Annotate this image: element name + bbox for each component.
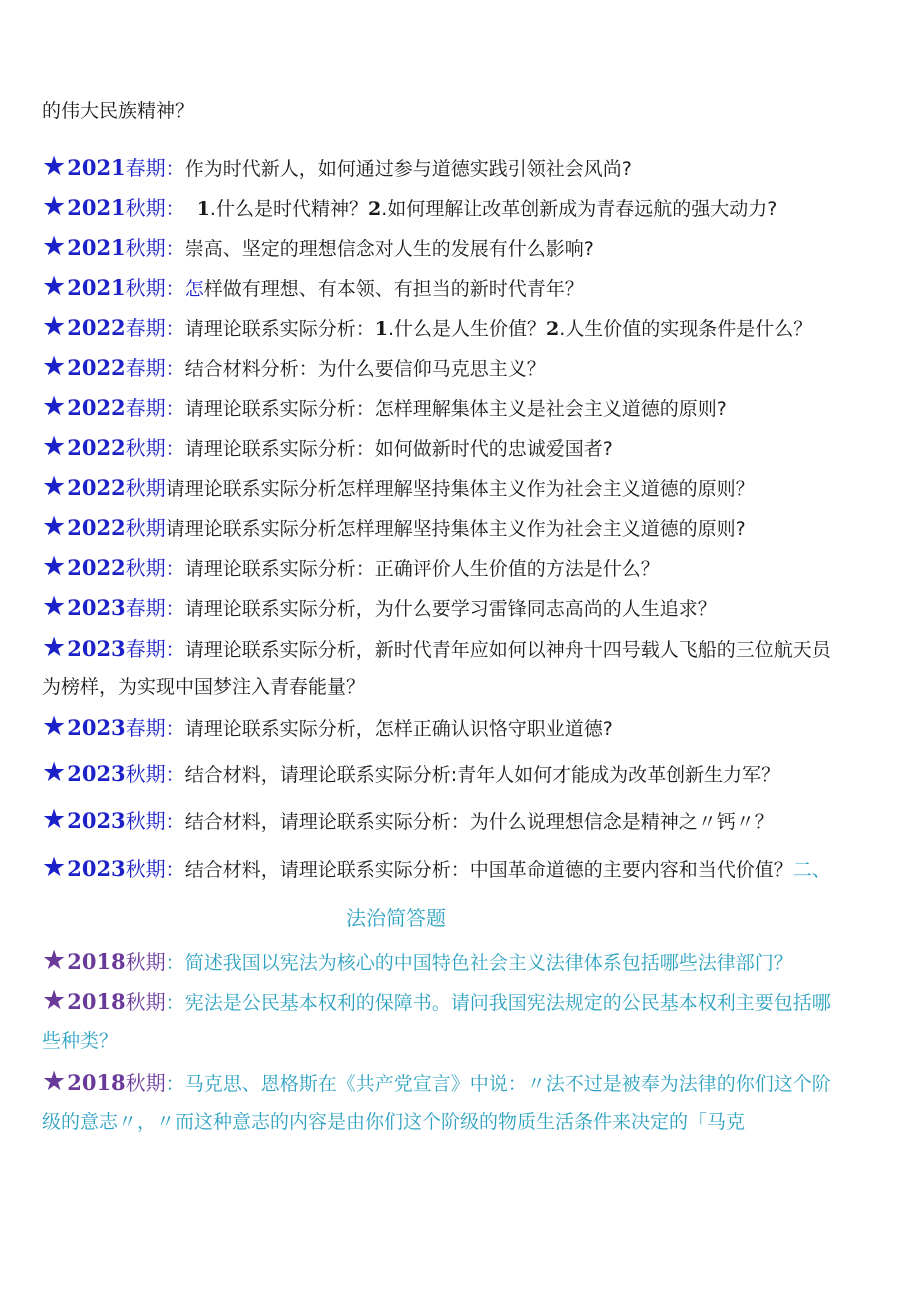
question-year: 2018 (67, 1070, 126, 1095)
question-text: 请理论联系实际分析，新时代青年应如何以神舟十四号载人飞船的三位航天员 (184, 639, 831, 661)
question-term: 秋期 (125, 762, 166, 786)
star-icon: ★ (42, 391, 67, 422)
question-year: 2023 (67, 715, 126, 740)
question-term: 春期 (125, 637, 166, 661)
star-icon: ★ (42, 757, 67, 788)
question-colon: ： (165, 438, 185, 460)
star-icon: ★ (42, 1066, 67, 1097)
question-colon: ： (165, 358, 185, 380)
question-colon: ： (165, 811, 185, 833)
question-number: 2 (367, 198, 382, 220)
question-term: 秋期 (125, 196, 166, 220)
question-item (42, 311, 882, 342)
star-icon: ★ (42, 945, 67, 976)
question-colon: ： (165, 318, 185, 340)
question-text: 请理论联系实际分析，怎样正确认识恪守职业道德? (184, 718, 613, 740)
section-number: 二、 (792, 859, 831, 881)
question-text: 样做有理想、有本领、有担当的新时代青年？ (203, 278, 584, 300)
question-number: 1 (196, 198, 210, 220)
question-text: 宪法是公民基本权利的保障书。请问我国宪法规定的公民基本权利主要包括哪 (184, 992, 831, 1014)
question-text: 请理论联系实际分析怎样理解坚持集体主义作为社会主义道德的原则? (165, 518, 746, 540)
question-colon: ： (165, 198, 185, 220)
question-year: 2018 (67, 949, 126, 974)
question-term: 秋期 (125, 276, 166, 300)
question-term: 秋期 (125, 236, 166, 260)
star-icon: ★ (42, 431, 67, 462)
star-icon: ★ (42, 311, 67, 342)
question-item (42, 191, 882, 222)
question-year: 2023 (67, 856, 126, 881)
question-year: 2018 (67, 989, 126, 1014)
question-item (42, 852, 882, 883)
star-icon: ★ (42, 852, 67, 883)
question-term: 春期 (125, 596, 166, 620)
star-icon: ★ (42, 511, 67, 542)
question-text: 简述我国以宪法为核心的中国特色社会主义法律体系包括哪些法律部门？ (184, 952, 793, 974)
question-text: .如何理解让改革创新成为青春远航的强大动力? (381, 198, 778, 220)
question-term: 春期 (125, 156, 166, 180)
question-year: 2021 (67, 275, 126, 300)
question-text: 崇高、坚定的理想信念对人生的发展有什么影响? (184, 238, 594, 260)
star-icon: ★ (42, 804, 67, 835)
question-term: 秋期 (125, 436, 166, 460)
question-year: 2021 (67, 155, 126, 180)
question-year: 2022 (67, 555, 126, 580)
question-text: 结合材料，请理论联系实际分析：为什么说理想信念是精神之〃钙〃？ (184, 811, 774, 833)
question-term: 秋期 (125, 809, 166, 833)
question-term: 秋期 (125, 857, 166, 881)
question-item (42, 511, 882, 542)
question-term: 春期 (125, 716, 166, 740)
question-colon: ： (165, 598, 185, 620)
question-year: 2021 (67, 195, 126, 220)
law-question-item (42, 985, 882, 1016)
question-item (42, 471, 882, 502)
question-term: 秋期 (125, 950, 166, 974)
star-icon: ★ (42, 151, 67, 182)
star-icon: ★ (42, 231, 67, 262)
question-year: 2023 (67, 761, 126, 786)
question-colon: ： (165, 1073, 185, 1095)
question-colon: ： (165, 238, 185, 260)
question-term: 春期 (125, 316, 166, 340)
question-item (42, 231, 882, 262)
question-year: 2022 (67, 475, 126, 500)
question-year: 2023 (67, 595, 126, 620)
question-year: 2021 (67, 235, 126, 260)
question-colon: ： (165, 558, 185, 580)
question-item (42, 271, 882, 302)
question-term: 春期 (125, 356, 166, 380)
question-term: 秋期 (125, 990, 166, 1014)
question-colon: ： (165, 158, 185, 180)
question-colon: ： (165, 639, 185, 661)
question-text: 结合材料分析：为什么要信仰马克思主义？ (184, 358, 546, 380)
question-term: 春期 (125, 396, 166, 420)
star-icon: ★ (42, 711, 67, 742)
section-title: 法治简答题 (346, 906, 446, 930)
question-continuation: 些种类？ (42, 1030, 119, 1052)
question-term: 秋期 (125, 556, 166, 580)
question-text: 马克思、恩格斯在《共产党宣言》中说：〃法不过是被奉为法律的你们这个阶 (184, 1073, 831, 1095)
question-colon: ： (165, 764, 185, 786)
question-text: 请理论联系实际分析怎样理解坚持集体主义作为社会主义道德的原则？ (165, 478, 755, 500)
question-item (42, 151, 882, 182)
intro-line: 的伟大民族精神？ (42, 100, 195, 122)
question-item (42, 711, 882, 742)
law-question-item (42, 1066, 882, 1097)
question-number: 2 (545, 318, 560, 340)
star-icon: ★ (42, 632, 67, 663)
star-icon: ★ (42, 985, 67, 1016)
question-text: 结合材料，请理论联系实际分析:青年人如何才能成为改革创新生力军？ (184, 764, 781, 786)
question-year: 2022 (67, 515, 126, 540)
question-year: 2022 (67, 435, 126, 460)
question-year: 2022 (67, 315, 126, 340)
question-text: 请理论联系实际分析：正确评价人生价值的方法是什么？ (184, 558, 660, 580)
question-term: 秋期 (125, 1071, 166, 1095)
law-question-item (42, 945, 882, 976)
question-text: 请理论联系实际分析：如何做新时代的忠诚爱国者? (184, 438, 613, 460)
question-term: 秋期 (125, 476, 166, 500)
star-icon: ★ (42, 591, 67, 622)
question-item (42, 351, 882, 382)
question-year: 2022 (67, 395, 126, 420)
star-icon: ★ (42, 551, 67, 582)
question-text: .人生价值的实现条件是什么？ (559, 318, 813, 340)
question-continuation: 级的意志〃，〃而这种意志的内容是由你们这个阶级的物质生活条件来决定的「马克 (42, 1111, 746, 1133)
question-item (42, 391, 882, 422)
question-text: 作为时代新人，如何通过参与道德实践引领社会风尚? (184, 158, 632, 180)
star-icon: ★ (42, 471, 67, 502)
question-text: 结合材料，请理论联系实际分析：中国革命道德的主要内容和当代价值？ (184, 859, 793, 881)
question-term: 秋期 (125, 516, 166, 540)
question-accent-char: 怎 (184, 278, 204, 300)
question-item (42, 632, 882, 663)
question-item (42, 804, 882, 835)
question-colon: ： (165, 278, 185, 300)
question-item (42, 431, 882, 462)
question-number: 1 (374, 318, 388, 340)
star-icon: ★ (42, 271, 67, 302)
star-icon: ★ (42, 191, 67, 222)
question-item (42, 591, 882, 622)
question-year: 2022 (67, 355, 126, 380)
question-colon: ： (165, 718, 185, 740)
question-colon: ： (165, 952, 185, 974)
question-year: 2023 (67, 636, 126, 661)
question-text: .什么是时代精神？ (209, 198, 368, 220)
question-text: 请理论联系实际分析，为什么要学习雷锋同志高尚的人生追求？ (184, 598, 717, 620)
question-colon: ： (165, 859, 185, 881)
question-item (42, 551, 882, 582)
question-continuation: 为榜样，为实现中国梦注入青春能量？ (42, 676, 366, 698)
question-colon: ： (165, 398, 185, 420)
question-text: 请理论联系实际分析： (184, 318, 375, 340)
question-text: 请理论联系实际分析：怎样理解集体主义是社会主义道德的原则? (184, 398, 727, 420)
question-colon: ： (165, 992, 185, 1014)
question-year: 2023 (67, 808, 126, 833)
question-text: .什么是人生价值？ (387, 318, 546, 340)
star-icon: ★ (42, 351, 67, 382)
question-item (42, 757, 882, 788)
